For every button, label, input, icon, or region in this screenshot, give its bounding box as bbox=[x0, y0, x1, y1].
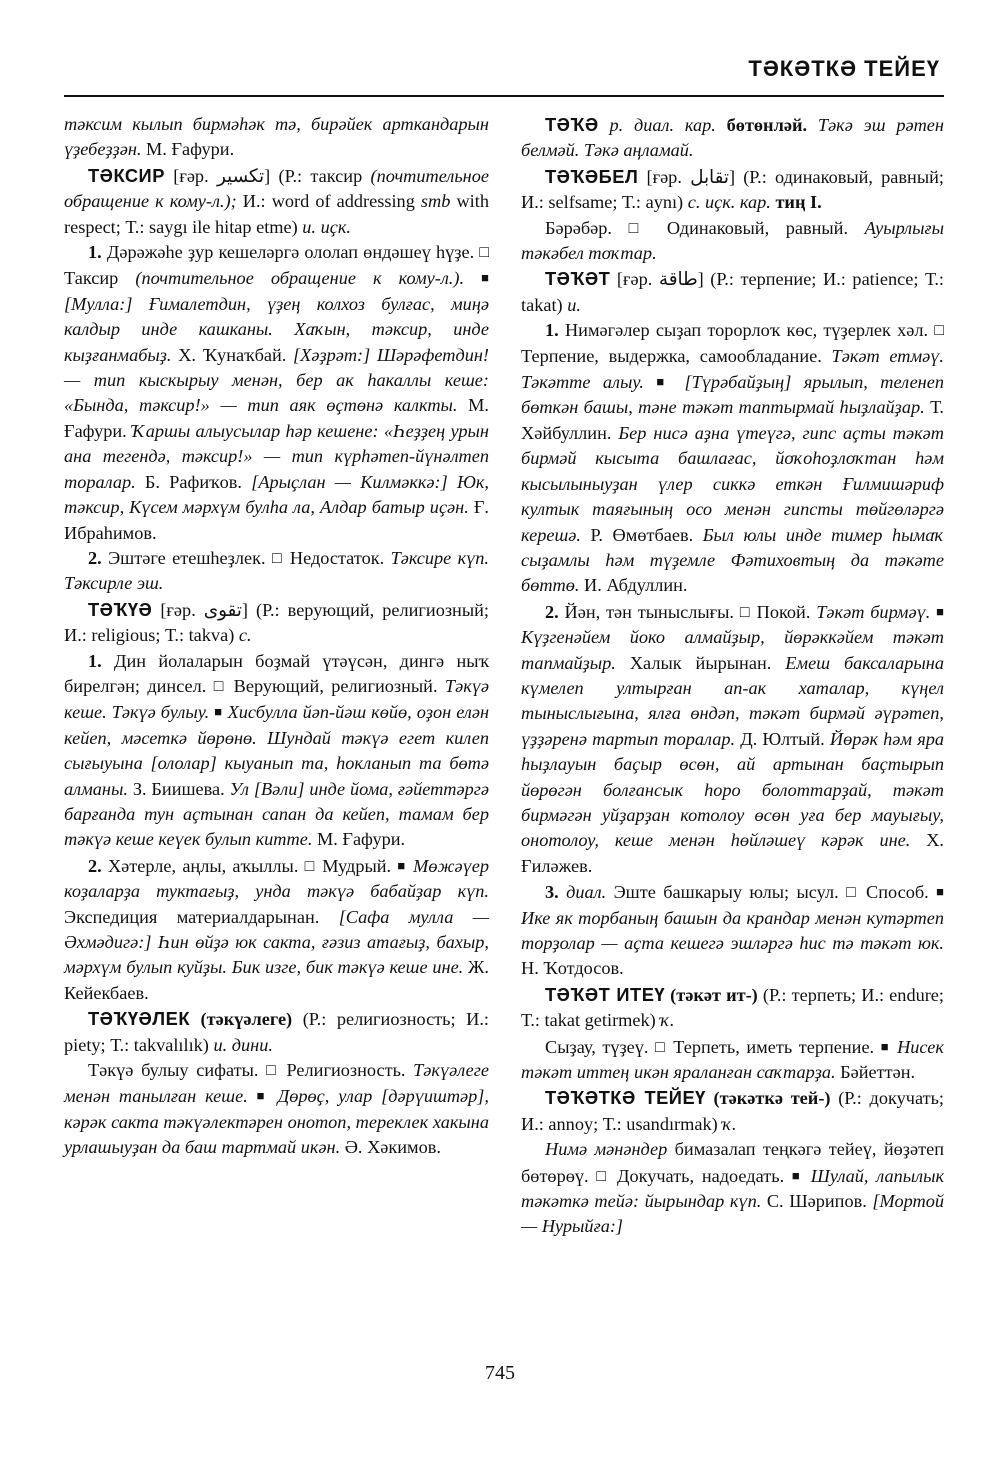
author-citation: Н. Ҡотдосов. bbox=[521, 958, 624, 979]
definition: Дәрәжәһе ҙур кешеләргә ололап өндәшеү һүҙе. bbox=[101, 242, 480, 263]
translation-box-icon: □ bbox=[628, 219, 651, 237]
etymology: [ғәр. طاقة] (Р.: терпение; И.: patience; Т.: takat) bbox=[521, 269, 944, 315]
quote: Мөжәүер коҙаларҙа туктағыҙ, унда тәкүә бабайҙар күп. bbox=[64, 855, 490, 902]
etymology: [ғәр. تكسير] (Р.: таксир bbox=[164, 165, 371, 186]
sense-2 bbox=[64, 853, 489, 1006]
definition: бимазалап теңкәгә тейеү, йөҙәтеп бөтөрөү. bbox=[521, 1139, 944, 1186]
author-citation: Р. Өмөтбаев. bbox=[580, 524, 694, 545]
etymology: И.: word of addressing bbox=[236, 191, 421, 212]
author-citation: М. Ғафури. bbox=[141, 139, 235, 160]
grammar-label: и. дини. bbox=[213, 1034, 273, 1055]
translation: Докучать, надоедать. bbox=[609, 1165, 785, 1186]
author-citation: Б. Рафиҡов. bbox=[135, 471, 242, 492]
sense-1 bbox=[64, 240, 489, 546]
example-text: Тәкүә кеше. Тәкүә булыу. bbox=[64, 675, 490, 723]
author-citation: Ж. Кейекбаев. bbox=[64, 957, 489, 1003]
headword: ТӘҠӘТКӘ ТЕЙЕҮ bbox=[545, 1087, 706, 1109]
author-citation: С. Шәрипов. bbox=[761, 1191, 867, 1212]
quote: [Хәҙрәт:] Шәрәфетдин! — тип кыскырыу менән, бер ак һакаллы кеше: «Бында, тәксир!» — тип аяк өҫтөнә калкты. bbox=[64, 344, 489, 416]
quote: Был юлы инде тимер һымаҡ сыҙамлы һәм түҙемле Фәтиховтың да тәкәте бөттө. bbox=[521, 524, 944, 596]
headword: ТӘКСИР bbox=[88, 164, 165, 186]
etymology: (Р.: религиозность; И.: piety; Т.: takvalılık) bbox=[64, 1009, 489, 1055]
grammar-label: с. иҫк. кар. bbox=[687, 192, 771, 213]
headword: ТӘҠӘТ ИТЕҮ bbox=[545, 983, 666, 1005]
example-text: тәксим кылып бирмәһәк тә, бирәйек арткандарын үҙебеҙҙән. bbox=[64, 114, 489, 160]
examples-square-icon: ■ bbox=[791, 1167, 803, 1183]
example-text: Тәксире күп. Тәксирле эш. bbox=[64, 547, 490, 594]
quote: [Арыҫлан — Килмәккә:] Юк, тәксир, Күсем мәрхүм булһа ла, Алдар батыр иҫән. bbox=[64, 471, 489, 518]
entry-takua bbox=[64, 597, 489, 649]
entry-takualek bbox=[64, 1006, 489, 1058]
etymology-italic: (почтительное обращение к кому-л.); bbox=[64, 165, 489, 212]
definition: Тәкүә булыу сифаты. bbox=[88, 1060, 267, 1081]
translation-box-icon: □ bbox=[271, 549, 284, 567]
translation-box-icon: □ bbox=[846, 884, 859, 902]
sense-number: 2. bbox=[545, 601, 559, 622]
sense-number: 1. bbox=[88, 650, 102, 671]
examples-square-icon: ■ bbox=[481, 270, 489, 286]
translation: Таксир bbox=[64, 268, 136, 289]
translation-box-icon: □ bbox=[304, 857, 316, 875]
examples-square-icon: ■ bbox=[256, 1088, 269, 1104]
sense-number: 1. bbox=[545, 320, 559, 341]
word-form: (тәкәткә тей-) bbox=[705, 1088, 831, 1109]
etymology: [ғәр. تقابل] (Р.: одинаковый, равный; И.: selfsame; Т.: aynı) bbox=[521, 166, 944, 213]
quote: [Түрәбайҙың] ярылып, теленеп бөткән башы, тәне тәкәт таптырмай һыҙлайҙар. bbox=[521, 372, 945, 418]
word-form: (тәкүәлеге) bbox=[189, 1009, 293, 1030]
entry-continuation bbox=[64, 112, 489, 163]
author-citation: М. Ғафури. bbox=[312, 829, 406, 850]
examples-square-icon: ■ bbox=[880, 1038, 891, 1054]
quote: [Мулла:] Ғималетдин, үҙең колхоз булғас, миңә калдыр инде кашканы. Хаҡын, тәксир, инде кыҙғанмабыҙ. bbox=[64, 293, 489, 365]
quote: Бер нисә аҙна үтеүгә, гипс аҫты тәкәт бирмәй кысыта башлағас, йоҡоһоҙлоҡтан һәм кысылыныуҙан үлер сиккә еткән Ғилмишәриф култык таяғының осо менән гипсты төйгөләргә керешә. bbox=[521, 422, 944, 545]
headword: ТӘҠӘБЕЛ bbox=[545, 165, 639, 187]
example-text: Тәкәт етмәү. Тәкәтте алыу. bbox=[521, 345, 944, 393]
quote: Емеш баксаларына күмелеп ултырған ап-ак хаталар, күңел тыныслығына, ялға өндәп, тәкәт бирмәй әүрәтеп, үҙҙәренә тартып торалар. bbox=[521, 652, 944, 749]
grammar-label: с. bbox=[238, 625, 252, 646]
cross-reference: бөтөнләй. bbox=[726, 115, 808, 135]
definition: Хәтерле, аңлы, аҡыллы. bbox=[101, 855, 305, 876]
translation: Религиозность. bbox=[278, 1060, 414, 1081]
definition-italic: Нимә мәнәндер bbox=[545, 1139, 668, 1160]
translation: Мудрый. bbox=[316, 855, 392, 876]
sense-number: 2. bbox=[88, 547, 102, 568]
translation-box-icon: □ bbox=[266, 1062, 279, 1080]
sense-number: 3. bbox=[545, 882, 559, 903]
author-citation: Х. Ҡунаҡбай. bbox=[171, 344, 287, 365]
sense bbox=[64, 1058, 489, 1161]
author-citation: З. Биишева. bbox=[127, 778, 225, 799]
grammar-label: р. диал. кар. bbox=[598, 115, 727, 135]
sense bbox=[521, 216, 944, 267]
quote: Ҡаршы алыусылар һәр кешене: «Һеҙҙең урын ана тегендә, тәксир!» — тип күрһәтеп-йүнәлтеп торалар. bbox=[64, 420, 489, 492]
quote: Күҙгенәйем йоко алмайҙыр, йөрәккәйем тәкәт тапмайҙыр. bbox=[521, 627, 944, 673]
author-citation: Т. Хәйбуллин. bbox=[521, 397, 944, 443]
quote: Ике як торбаның башын да крандар менән кутәртеп торҙолар — аҫта кешегә эшләргә һис тә тәкәт юк. bbox=[521, 907, 944, 953]
definition: Эштәге етешһеҙлек. bbox=[101, 547, 272, 568]
grammar-label: ҡ. bbox=[722, 1113, 737, 1134]
sense-1 bbox=[64, 649, 489, 853]
translation: Недостаток. bbox=[283, 547, 391, 568]
examples-square-icon: ■ bbox=[656, 374, 673, 390]
page-number: 745 bbox=[485, 1362, 515, 1384]
author-citation: Х. Ғиләжев. bbox=[521, 830, 945, 876]
quote: Ул [Вәли] инде йома, ғәйеттәргә барғанда тун аҫтынан сапан да кейеп, тамам бер тәкүә кеше кеүек булып китте. bbox=[64, 778, 489, 850]
quote: [Сафа мулла — Әхмәдигә:] Һин өйҙә юк сакта, ғәзиз атағыҙ, бахыр, мәрхүм булып куйҙы. Бик изге, бик тәкүә кеше ине. bbox=[64, 906, 489, 978]
translation: Одинаковый, равный. bbox=[650, 217, 865, 238]
header-rule bbox=[64, 95, 944, 97]
headword: ТӘҠҮӘЛЕК bbox=[88, 1008, 190, 1030]
definition: Дин йолаларын боҙмай үтәүсән, дингә ныҡ бирелгән; динсел. bbox=[64, 650, 489, 696]
definition: Бәрәбәр. bbox=[545, 217, 629, 238]
examples-square-icon: ■ bbox=[936, 884, 944, 900]
source-citation: Бәйеттән. bbox=[835, 1062, 916, 1083]
examples-square-icon: ■ bbox=[214, 704, 223, 720]
etymology-italic: smb bbox=[420, 191, 451, 212]
etymology: (Р.: терпеть; И.: endure; Т.: takat getirmek) bbox=[521, 984, 945, 1031]
headword: ТӘҠӘТ bbox=[545, 268, 611, 290]
left-column bbox=[64, 112, 489, 1161]
source-citation: Халык йырынан. bbox=[615, 652, 772, 673]
sense-3 bbox=[521, 879, 944, 982]
translation: Покой. bbox=[750, 601, 817, 622]
entry-taksir bbox=[64, 163, 489, 240]
quote: [Мортой — Нурыйға:] bbox=[521, 1191, 944, 1237]
examples-square-icon: ■ bbox=[936, 603, 944, 619]
etymology: [ғәр. تقوى] (Р.: верующий, религиозный; И.: religious; Т.: takva) bbox=[64, 599, 489, 646]
translation-italic: (почтительное обращение к кому-л.). bbox=[135, 268, 465, 289]
definition: Эште башкарыу юлы; ысул. bbox=[606, 882, 847, 903]
definition: Нимәгәлер сыҙап торорлоҡ көс, түҙерлек хәл. bbox=[558, 320, 935, 341]
author-citation: И. Абдуллин. bbox=[579, 575, 688, 596]
translation-box-icon: □ bbox=[213, 677, 227, 695]
sense bbox=[521, 1137, 944, 1240]
sense-number: 1. bbox=[88, 242, 102, 263]
entry-takat bbox=[521, 266, 944, 318]
sense bbox=[521, 1034, 944, 1086]
example-text: Ауырлығы тәкәбел тоҡтар. bbox=[521, 217, 944, 264]
translation: Терпение, выдержка, самообладание. bbox=[521, 345, 832, 366]
translation-box-icon: □ bbox=[739, 603, 751, 621]
author-citation: Ғ. Ибраһимов. bbox=[64, 497, 489, 543]
example-text: Тәкәт бирмәү. bbox=[816, 601, 931, 622]
source-citation: Экспедиция материалдарынан. bbox=[64, 906, 320, 927]
sense-2 bbox=[64, 546, 489, 597]
example-text: Тәкә эш рәтен белмәй. Тәкә аңламай. bbox=[521, 115, 944, 161]
quote: Дөрөҫ, улар [дәрүиштәр], кәрәк сакта тәкүәлектәрен онотоп, тереклек хакына урлашыуҙан да баш тартмай икән. bbox=[64, 1086, 489, 1158]
translation-box-icon: □ bbox=[655, 1038, 667, 1056]
grammar-label: диал. bbox=[558, 882, 607, 903]
entry-takatka-teyey bbox=[521, 1085, 944, 1137]
cross-reference: тиң I. bbox=[770, 192, 822, 213]
quote: Хисбулла йәп-йәш көйө, оҙон елән кейеп, мәсеткә йөрөнө. Шундай тәкүә егет килеп сығыуына [ололар] кыуанып та, һокланып та бөтә алманы. bbox=[64, 702, 490, 799]
etymology: with respect; Т.: saygı ile hitap etme) bbox=[64, 191, 489, 237]
translation-box-icon: □ bbox=[479, 244, 489, 262]
grammar-label: ҡ. bbox=[660, 1010, 675, 1031]
author-citation: М. Ғафури. bbox=[64, 395, 489, 441]
entry-taka bbox=[521, 112, 944, 164]
entry-takabel bbox=[521, 164, 944, 216]
quote: Йөрәк һәм яра һыҙлауын баҫыр өсөн, ай артынан баҫтырып йөрөгән болғансык һоро болоттарҙай, тәкәт бирмәгән уйҙарҙан котолоу өсөн уға бер мауығыу, онотолоу, кеше менән һөйләшеү кәрәк ине. bbox=[521, 728, 945, 851]
etymology: (Р.: докучать; И.: annoy; Т.: usandırmak) bbox=[521, 1088, 944, 1134]
sense-number: 2. bbox=[88, 855, 102, 876]
translation: Способ. bbox=[858, 882, 929, 903]
word-form: (тәкәт ит-) bbox=[665, 984, 758, 1005]
headword: ТӘҠҮӘ bbox=[88, 598, 153, 620]
quote: Нисек тәкәт иттең икән яраланған саҡтарҙа. bbox=[521, 1036, 944, 1083]
examples-square-icon: ■ bbox=[397, 857, 407, 873]
sense-1 bbox=[521, 318, 944, 598]
grammar-label: и. иҫк. bbox=[302, 216, 351, 237]
author-citation: Д. Юлтый. bbox=[735, 728, 825, 749]
entry-takat-itey bbox=[521, 982, 944, 1034]
quote: Шулай, лапылык тәкәткә тейә: йырындар күп. bbox=[521, 1165, 945, 1212]
definition: Йән, тән тыныслығы. bbox=[558, 601, 740, 622]
author-citation: Ә. Хәкимов. bbox=[340, 1137, 441, 1158]
translation: Верующий, религиозный. bbox=[226, 675, 445, 696]
sense-2 bbox=[521, 599, 944, 879]
headword: ТӘҠӘ bbox=[545, 114, 599, 135]
translation-box-icon: □ bbox=[934, 322, 944, 340]
running-head: ТӘКӘТКӘ ТЕЙЕҮ bbox=[748, 56, 940, 81]
grammar-label: и. bbox=[567, 294, 581, 315]
translation: Терпеть, иметь терпение. bbox=[666, 1036, 875, 1057]
example-text: Тәкүәлеге менән танылған кеше. bbox=[64, 1060, 490, 1107]
definition: Сыҙау, түҙеү. bbox=[545, 1036, 656, 1057]
translation-box-icon: □ bbox=[596, 1167, 610, 1185]
right-column bbox=[521, 112, 944, 1240]
